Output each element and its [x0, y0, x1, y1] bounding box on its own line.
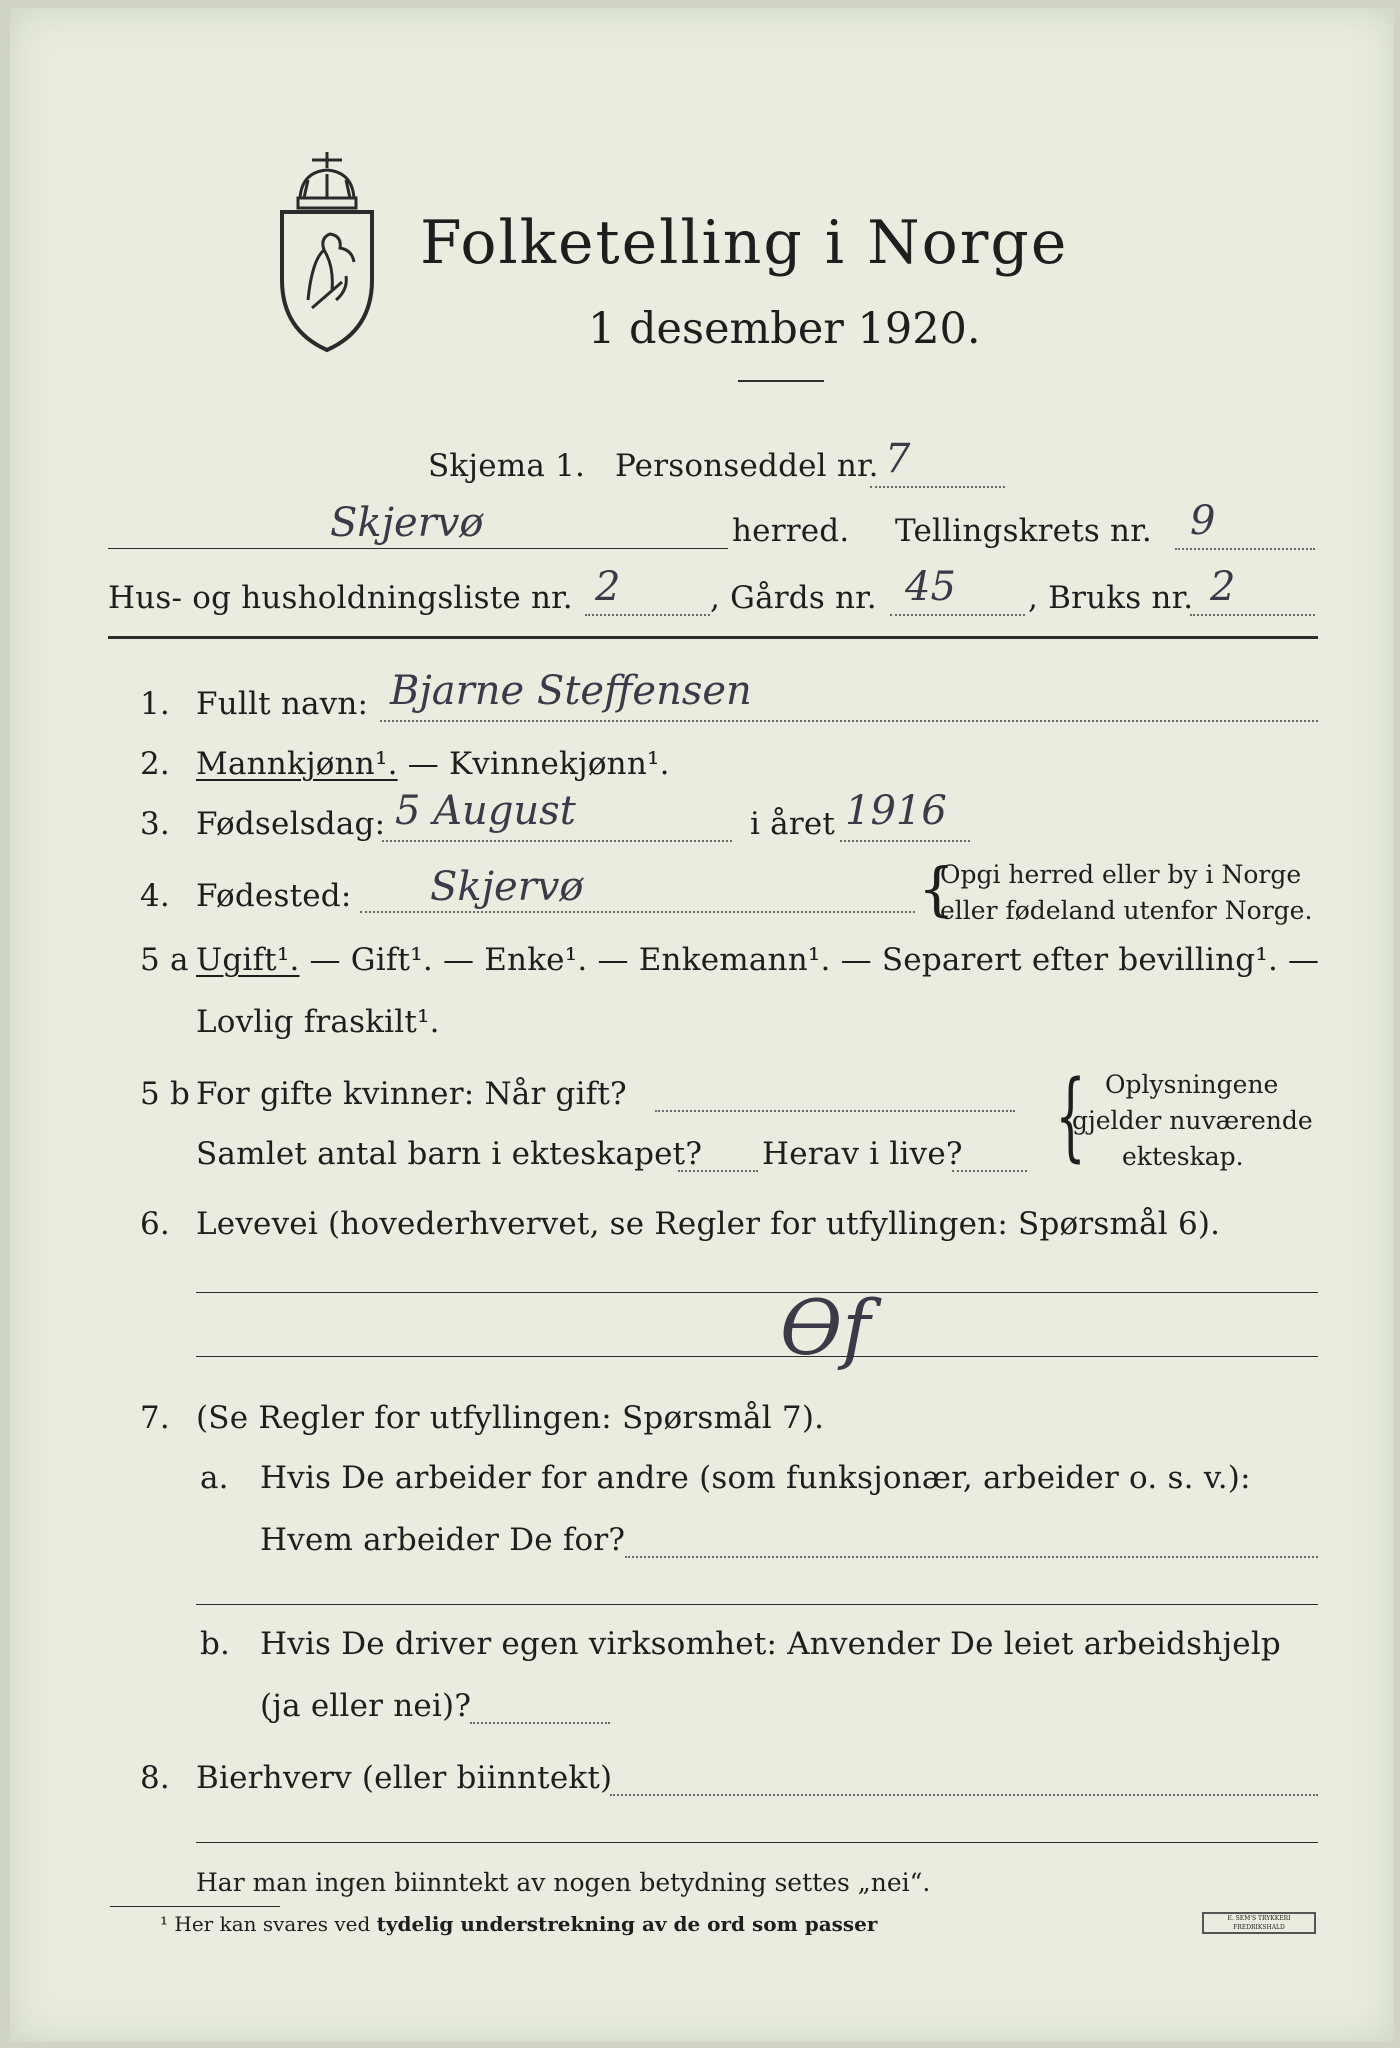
q6-label: Levevei (hovederhvervet, se Regler for utfyllingen: Spørsmål 6).: [196, 1206, 1221, 1242]
q4-number: 4.: [140, 878, 170, 914]
q3-number: 3.: [140, 806, 170, 842]
q7b-letter: b.: [200, 1626, 231, 1662]
q7a-line1: Hvis De arbeider for andre (som funksjonær, arbeider o. s. v.):: [260, 1460, 1251, 1496]
q4-label: Fødested:: [196, 878, 352, 914]
tellingskrets-label: Tellingskrets nr.: [895, 513, 1152, 549]
gards-label: , Gårds nr.: [710, 580, 877, 616]
marital-ugift-option[interactable]: Ugift¹.: [196, 942, 300, 978]
husliste-label: Hus- og husholdningsliste nr.: [108, 580, 573, 616]
q5a-number: 5 a: [140, 942, 189, 978]
title-divider: [738, 380, 824, 382]
q6-number: 6.: [140, 1206, 170, 1242]
birth-year-value[interactable]: 1916: [845, 788, 947, 834]
bruks-value[interactable]: 2: [1210, 564, 1236, 610]
q4-note-line2: eller fødeland utenfor Norge.: [940, 896, 1313, 925]
form-title: Folketelling i Norge: [420, 208, 1069, 278]
q7a-line2: Hvem arbeider De for?: [260, 1522, 626, 1558]
census-date: 1 desember 1920.: [588, 304, 981, 354]
full-name-value[interactable]: Bjarne Steffensen: [390, 668, 752, 714]
personseddel-label: Personseddel nr.: [615, 448, 879, 484]
herred-value[interactable]: Skjervø: [330, 500, 484, 546]
printer-stamp: E. SEM'S TRYKKERI FREDRIKSHALD: [1202, 1912, 1316, 1934]
footnote-mark: ¹: [160, 1912, 169, 1936]
q5b-note-line1: Oplysningene: [1105, 1070, 1279, 1099]
footnote-emphasis: tydelig understrekning av de ord som passer: [376, 1912, 878, 1936]
gender-female-option[interactable]: Kvinnekjønn¹.: [448, 746, 670, 782]
gender-male-option[interactable]: Mannkjønn¹.: [196, 746, 398, 782]
q5b-note-line3: ekteskap.: [1122, 1142, 1244, 1171]
q3-label: Fødselsdag:: [196, 806, 386, 842]
q1-number: 1.: [140, 686, 170, 722]
q7b-line1: Hvis De driver egen virksomhet: Anvender De leiet arbeidshjelp: [260, 1626, 1281, 1662]
hired-help-field[interactable]: [470, 1722, 610, 1724]
q7a-letter: a.: [200, 1460, 229, 1496]
q5b-line2b: Herav i live?: [762, 1136, 963, 1172]
q2-number: 2.: [140, 746, 170, 782]
q5b-line1: For gifte kvinner: Når gift?: [196, 1076, 627, 1112]
q8-number: 8.: [140, 1760, 170, 1796]
marital-other-options[interactable]: — Gift¹. — Enke¹. — Enkemann¹. — Separert efter bevilling¹. —: [299, 942, 1320, 978]
q8-label: Bierhverv (eller biinntekt): [196, 1760, 613, 1796]
employer-field[interactable]: [625, 1556, 1318, 1558]
bruks-label: , Bruks nr.: [1028, 580, 1194, 616]
personseddel-value[interactable]: 7: [885, 436, 911, 482]
birth-date-value[interactable]: 5 August: [395, 788, 576, 834]
q5b-line2a: Samlet antal barn i ekteskapet?: [196, 1136, 703, 1172]
gards-value[interactable]: 45: [905, 564, 956, 610]
coat-of-arms-icon: [272, 150, 382, 355]
q3-year-label: i året: [750, 806, 836, 842]
birthplace-value[interactable]: Skjervø: [430, 864, 584, 910]
footer-note: Har man ingen biinntekt av nogen betydning settes „nei“.: [196, 1868, 931, 1897]
header-divider: [108, 636, 1318, 639]
tellingskrets-value[interactable]: 9: [1190, 498, 1216, 544]
q7-label: (Se Regler for utfyllingen: Spørsmål 7).: [196, 1400, 825, 1436]
q1-label: Fullt navn:: [196, 686, 369, 722]
q5b-note-line2: gjelder nuværende: [1072, 1106, 1313, 1135]
marital-fraskilt-option[interactable]: Lovlig fraskilt¹.: [196, 1004, 440, 1040]
occupation-value[interactable]: Ɵf: [780, 1283, 871, 1372]
q7b-line2: (ja eller nei)?: [260, 1688, 472, 1724]
q4-note-line1: Opgi herred eller by i Norge: [940, 860, 1302, 889]
q5b-number: 5 b: [140, 1076, 191, 1112]
q4-brace: {: [918, 855, 955, 923]
footnote-text: Her kan svares ved: [174, 1912, 377, 1936]
census-form-page: Folketelling i Norge 1 desember 1920. Skjema 1. Personseddel nr. 7 Skjervø herred. Tellingskrets nr. 9 Hus- og husholdningsliste nr. 2 , Gårds nr. 45 , Bruks nr. 2 1. Fullt navn: Bjarne Steffensen 2. Mannkjønn¹. — Kvinnekjønn¹. 3. Fødselsdag: 5 August i året 1916 4. Fødested: Skjervø { Opgi herred eller by i Norge eller fødeland utenfor Norge. 5 a Ugift¹. — Gift¹. — Enke¹. — Enkemann¹. — Separert efter bevilling¹. — Lovlig fraskilt¹. 5 b For gifte kvinner: Når gift? Samlet antal barn i ekteskapet? Herav i live? { Oplysningene gjelder nuværende ekteskap. 6. Levevei (hovederhvervet, se Regler for utfyllingen: Spørsmål 6). Ɵf 7. (Se Regler for utfyllingen: Spørsmål 7). a. Hvis De arbeider for andre (som funksjonær, arbeider o. s. v.): Hvem arbeider De for? b. Hvis De driver egen virksomhet: Anvender De leiet arbeidshjelp (ja eller nei)? 8. Bierhverv (eller biinntekt) Har man ingen biinntekt av nogen betydning settes „nei“. ¹ Her kan svares ved tydelig understrekning av de ord som passer E. SEM'S TRYKKERI FREDRIKSHALD: [10, 8, 1394, 2042]
skjema-label: Skjema 1.: [428, 448, 586, 484]
herred-label: herred.: [732, 513, 850, 549]
secondary-income-field[interactable]: [610, 1794, 1318, 1796]
husliste-value[interactable]: 2: [595, 564, 621, 610]
q5b-brace: {: [1055, 1060, 1086, 1172]
q7-number: 7.: [140, 1400, 170, 1436]
